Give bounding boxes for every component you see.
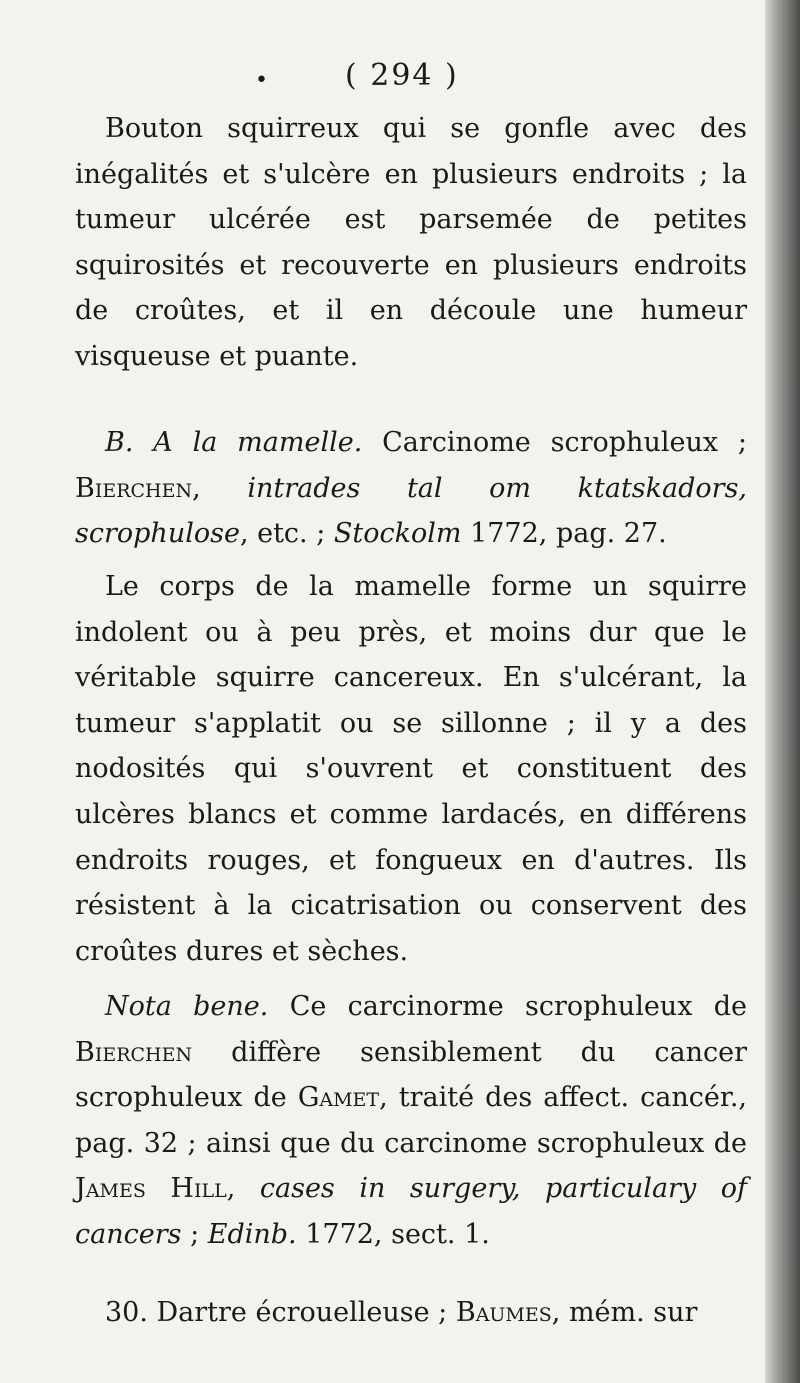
page-header (0, 58, 765, 94)
author-name: Gamet (297, 1082, 380, 1114)
paragraph-4: Nota bene. Ce carcinorme scrophuleux de Bierchen diffère sensiblement du cancer scrophuleux de Gamet, traité des affect. cancér., pag. 32 ; ainsi que du carcinome scrophuleux de James Hill, cases in surgery, particulary of cancers ; Edinb. 1772, sect. 1. (75, 991, 748, 1250)
publication-ref: 1772, pag. 27. (461, 518, 667, 550)
author-name: Bierchen (75, 1036, 193, 1068)
note-label: Nota bene. (105, 991, 269, 1022)
paragraph-5: 30. Dartre écrouelleuse ; Baumes, mém. sur (105, 1297, 698, 1328)
entry-heading: 30. Dartre écrouelleuse ; (105, 1297, 456, 1328)
publication-place: Stockolm (333, 518, 462, 550)
paragraph-3-text: Le corps de la mamelle forme un squirre indolent ou à peu près, et moins dur que le véritable squirre cancereux. En s'ulcérant, la tumeur s'applatit ou se sillonne ; il y a des nodosités qui s'ouvrent et constituent des ulcères blancs et comme lardacés, en différens endroits rouges, et fongueux en d'autres. Ils résistent à la cicatrisation ou conservent des croûtes dures et sèches. (75, 571, 747, 967)
author-name: Bierchen (75, 472, 193, 504)
paragraph-1 (75, 106, 747, 380)
page-edge-shadow (765, 0, 800, 1383)
publication-place: Edinb. (207, 1218, 297, 1250)
work-title: intrades tal om ktatskadors, scrophulose (75, 472, 748, 550)
section-heading: Carcinome scrophuleux ; (362, 427, 747, 458)
author-name: James Hill (75, 1173, 227, 1205)
author-name: Baumes (455, 1297, 552, 1328)
paragraph-3 (75, 564, 747, 974)
page-number: ( 294 ) (345, 58, 459, 93)
publication-ref: 1772, sect. 1. (296, 1218, 490, 1250)
work-title: cases in surgery, particulary of cancers (75, 1173, 747, 1250)
paragraph-1-text: Bouton squirreux qui se gonfle avec des inégalités et s'ulcère en plusieurs endroits ; la tumeur ulcérée est parsemée de petites squirosités et recouverte en plusieurs endroits de croûtes, et il en découle une humeur visqueuse et puante. (75, 113, 747, 372)
header-dot: • (255, 68, 268, 93)
section-label: B. A la mamelle. (105, 427, 363, 458)
paragraph-2: B. A la mamelle. Carcinome scrophuleux ; Bierchen, intrades tal om ktatskadors, scrophulose, etc. ; Stockolm 1772, pag. 27. (75, 427, 748, 550)
